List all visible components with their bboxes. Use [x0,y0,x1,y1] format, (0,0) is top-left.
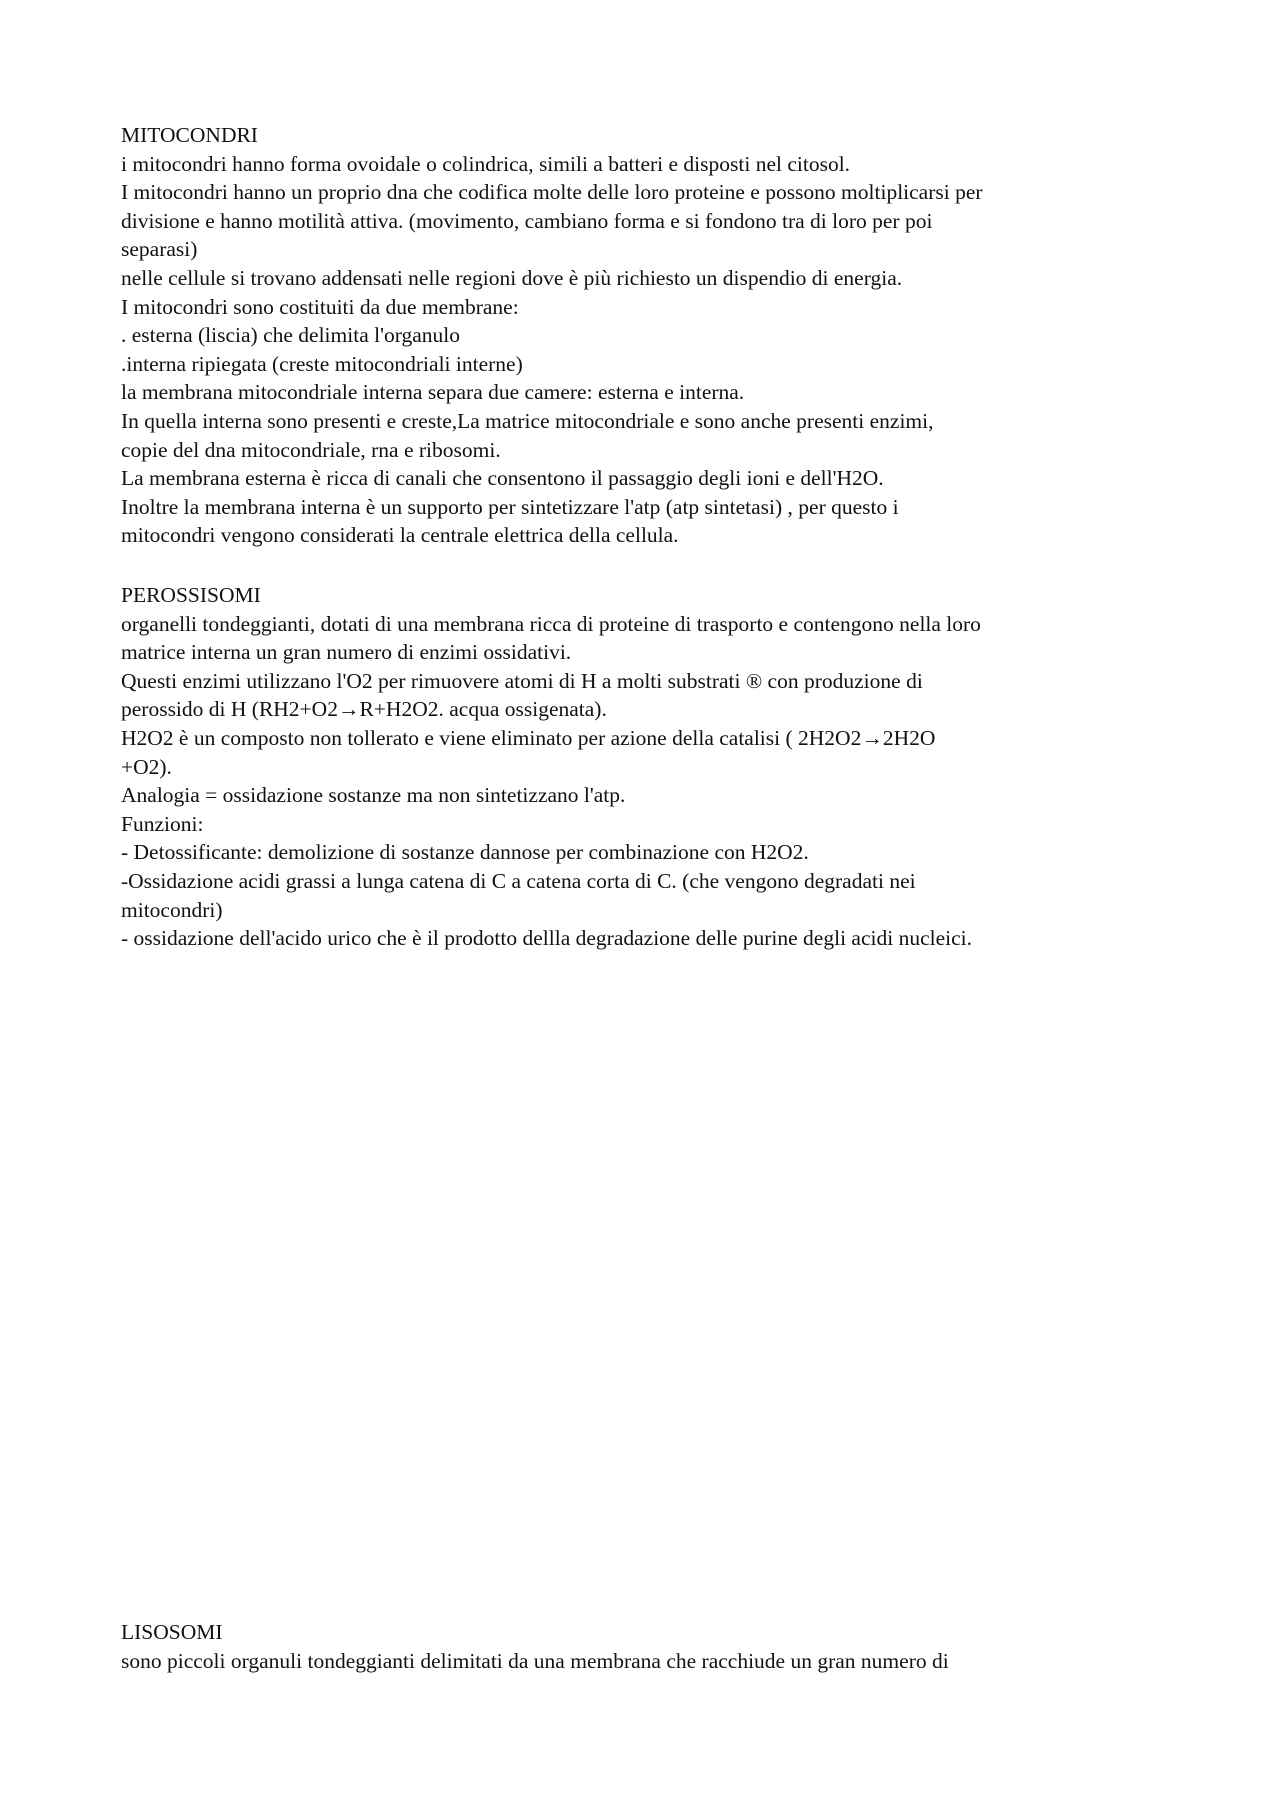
text-line: Inoltre la membrana interna è un supporto per sintetizzare l'atp (atp sintetasi) , per questo i [121,494,899,519]
text-line: -Ossidazione acidi grassi a lunga catena di C a catena corta di C. (che vengono degradati nei [121,868,916,893]
section-heading: MITOCONDRI [121,123,258,147]
text-line: mitocondri vengono considerati la centrale elettrica della cellula. [121,523,679,548]
text-line: H2O2 è un composto non tollerato e viene eliminato per azione della catalisi ( 2H2O2→2H2O [121,725,936,750]
text-line: . esterna (liscia) che delimita l'organulo [121,323,460,348]
text-line: separasi) [121,237,198,262]
text-line: la membrana mitocondriale interna separa due camere: esterna e interna. [121,380,745,405]
text-line: .interna ripiegata (creste mitocondriali interne) [121,351,523,376]
text-line: +O2). [121,754,172,779]
text-line: i mitocondri hanno forma ovoidale o colindrica, simili a batteri e disposti nel citosol. [121,151,851,176]
text-line: organelli tondeggianti, dotati di una membrana ricca di proteine di trasporto e contengono nella loro [121,611,981,636]
text-line: I mitocondri hanno un proprio dna che codifica molte delle loro proteine e possono moltiplicarsi per [121,180,983,205]
section-lisosomi [121,1618,1181,1675]
text-line: - ossidazione dell'acido urico che è il prodotto dellla degradazione delle purine degli acidi nucleici. [121,926,973,951]
text-line: divisione e hanno motilità attiva. (movimento, cambiano forma e si fondono tra di loro per poi [121,208,933,233]
text-line: sono piccoli organuli tondeggianti delimitati da una membrana che racchiude un gran numero di [121,1648,949,1673]
text-line: copie del dna mitocondriale, rna e ribosomi. [121,437,501,462]
section-perossisomi [121,581,1181,953]
text-line: In quella interna sono presenti e creste,La matrice mitocondriale e sono anche presenti enzimi, [121,408,934,433]
section-mitocondri [121,121,1181,550]
text-line: - Detossificante: demolizione di sostanze dannose per combinazione con H2O2. [121,840,809,865]
text-line: Analogia = ossidazione sostanze ma non sintetizzano l'atp. [121,783,626,808]
text-line: Questi enzimi utilizzano l'O2 per rimuovere atomi di H a molti substrati ® con produzione di [121,668,923,693]
section-heading: LISOSOMI [121,1620,223,1644]
text-line: matrice interna un gran numero di enzimi ossidativi. [121,640,572,665]
section-heading: PEROSSISOMI [121,583,261,607]
text-line: I mitocondri sono costituiti da due membrane: [121,294,519,319]
text-line: Funzioni: [121,811,204,836]
text-line: La membrana esterna è ricca di canali che consentono il passaggio degli ioni e dell'H2O. [121,466,884,491]
text-line: perossido di H (RH2+O2→R+H2O2. acqua ossigenata). [121,697,607,722]
text-line: mitocondri) [121,897,223,922]
text-line: nelle cellule si trovano addensati nelle regioni dove è più richiesto un dispendio di energia. [121,265,903,290]
